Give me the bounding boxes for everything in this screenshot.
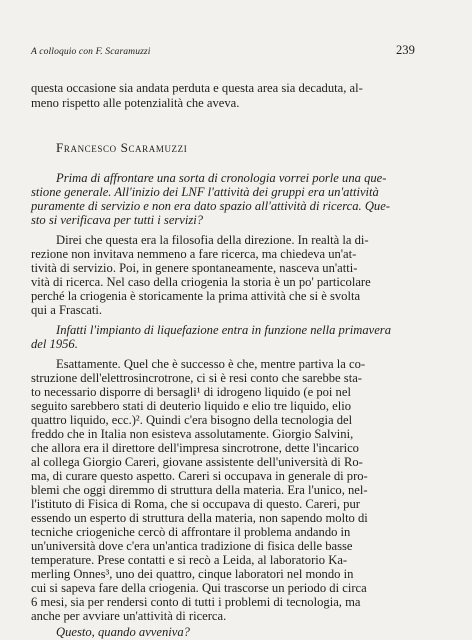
answer-line: temperature. Prese contatti e si recò a Leida, al laboratorio Ka- bbox=[31, 553, 348, 567]
answer-line: to necessario disporre di bersagli¹ di idrogeno liquido (e poi nel bbox=[31, 385, 351, 399]
answer-line: cui si sapeva fare della criogenia. Qui trascorse un periodo di circa bbox=[31, 581, 367, 595]
answer-line: merling Onnes³, uno dei quattro, cinque laboratori nel mondo in bbox=[31, 567, 354, 581]
answer-line: tecniche criogeniche cercò di affrontare il problema andando in bbox=[31, 525, 351, 539]
answer-line: freddo che in Italia non esisteva assolutamente. Giorgio Salvini, bbox=[31, 427, 354, 441]
answer-line: qui a Frascati. bbox=[31, 303, 102, 317]
answer-line: che allora era il direttore dell'impresa sincrotrone, dette l'incarico bbox=[31, 441, 359, 455]
answer-line: al collega Giorgio Careri, giovane assistente dell'università di Ro- bbox=[31, 455, 363, 469]
answer-line: un'università dove c'era un'antica tradizione di fisica delle basse bbox=[31, 539, 353, 553]
answer-line: quattro liquido, ecc.)². Quindi c'era bisogno della tecnologia del bbox=[31, 413, 353, 427]
answer-line: Esattamente. Quel che è successo è che, mentre partiva la co- bbox=[56, 357, 366, 371]
answer-line: seguito sarebbero stati di deuterio liquido e elio tre liquido, elio bbox=[31, 399, 352, 413]
running-title: A colloquio con F. Scaramuzzi bbox=[31, 46, 151, 57]
answer-line: blemi che oggi diremmo di struttura della materia. Era l'unico, nel- bbox=[31, 483, 368, 497]
answer-line: struzione dell'elettrosincrotrone, ci si è resi conto che sarebbe sta- bbox=[31, 371, 362, 385]
answer-line: l'istituto di Fisica di Roma, che si occupava di questo. Careri, pur bbox=[31, 497, 360, 511]
answer-line: 6 mesi, sia per rendersi conto di tutti i problemi di tecnologia, ma bbox=[31, 595, 361, 609]
answer-line: Direi che questa era la filosofia della direzione. In realtà la di- bbox=[56, 233, 369, 247]
answer-line: rezione non invitava nemmeno a fare ricerca, ma chiedeva un'at- bbox=[31, 247, 357, 261]
question-line: Questo, quando avveniva? bbox=[56, 625, 190, 639]
page-number: 239 bbox=[396, 43, 415, 57]
answer-line: ma, di curare questo aspetto. Careri si occupava in generale di pro- bbox=[31, 469, 368, 483]
answer-line: questa occasione sia andata perduta e questa area sia decaduta, al- bbox=[31, 81, 363, 95]
question-line: Infatti l'impianto di liquefazione entra in funzione nella primavera bbox=[56, 323, 392, 337]
question-line: sto si verificava per tutti i servizi? bbox=[31, 213, 204, 227]
question-line: del 1956. bbox=[31, 337, 78, 351]
answer-line: perché la criogenia è storicamente la prima attività che si è svolta bbox=[31, 289, 361, 303]
answer-line: tività di servizio. Poi, in genere spontaneamente, nasceva un'atti- bbox=[31, 261, 358, 275]
speaker-name: Francesco Scaramuzzi bbox=[56, 140, 188, 155]
answer-line: meno rispetto alle potenzialità che aveva. bbox=[31, 96, 240, 110]
answer-line: essendo un esperto di struttura della materia, non sapendo molto di bbox=[31, 511, 368, 525]
question-line: stione generale. All'inizio dei LNF l'attività dei gruppi era un'attività bbox=[31, 185, 379, 199]
answer-line: anche per avviare un'attività di ricerca. bbox=[31, 609, 227, 623]
question-line: Prima di affrontare una sorta di cronologia vorrei porle una que- bbox=[56, 171, 387, 185]
question-line: puramente di servizio e non era dato spazio all'attività di ricerca. Que- bbox=[31, 199, 391, 213]
answer-line: vità di ricerca. Nel caso della criogenia la storia è un po' particolare bbox=[31, 275, 371, 289]
